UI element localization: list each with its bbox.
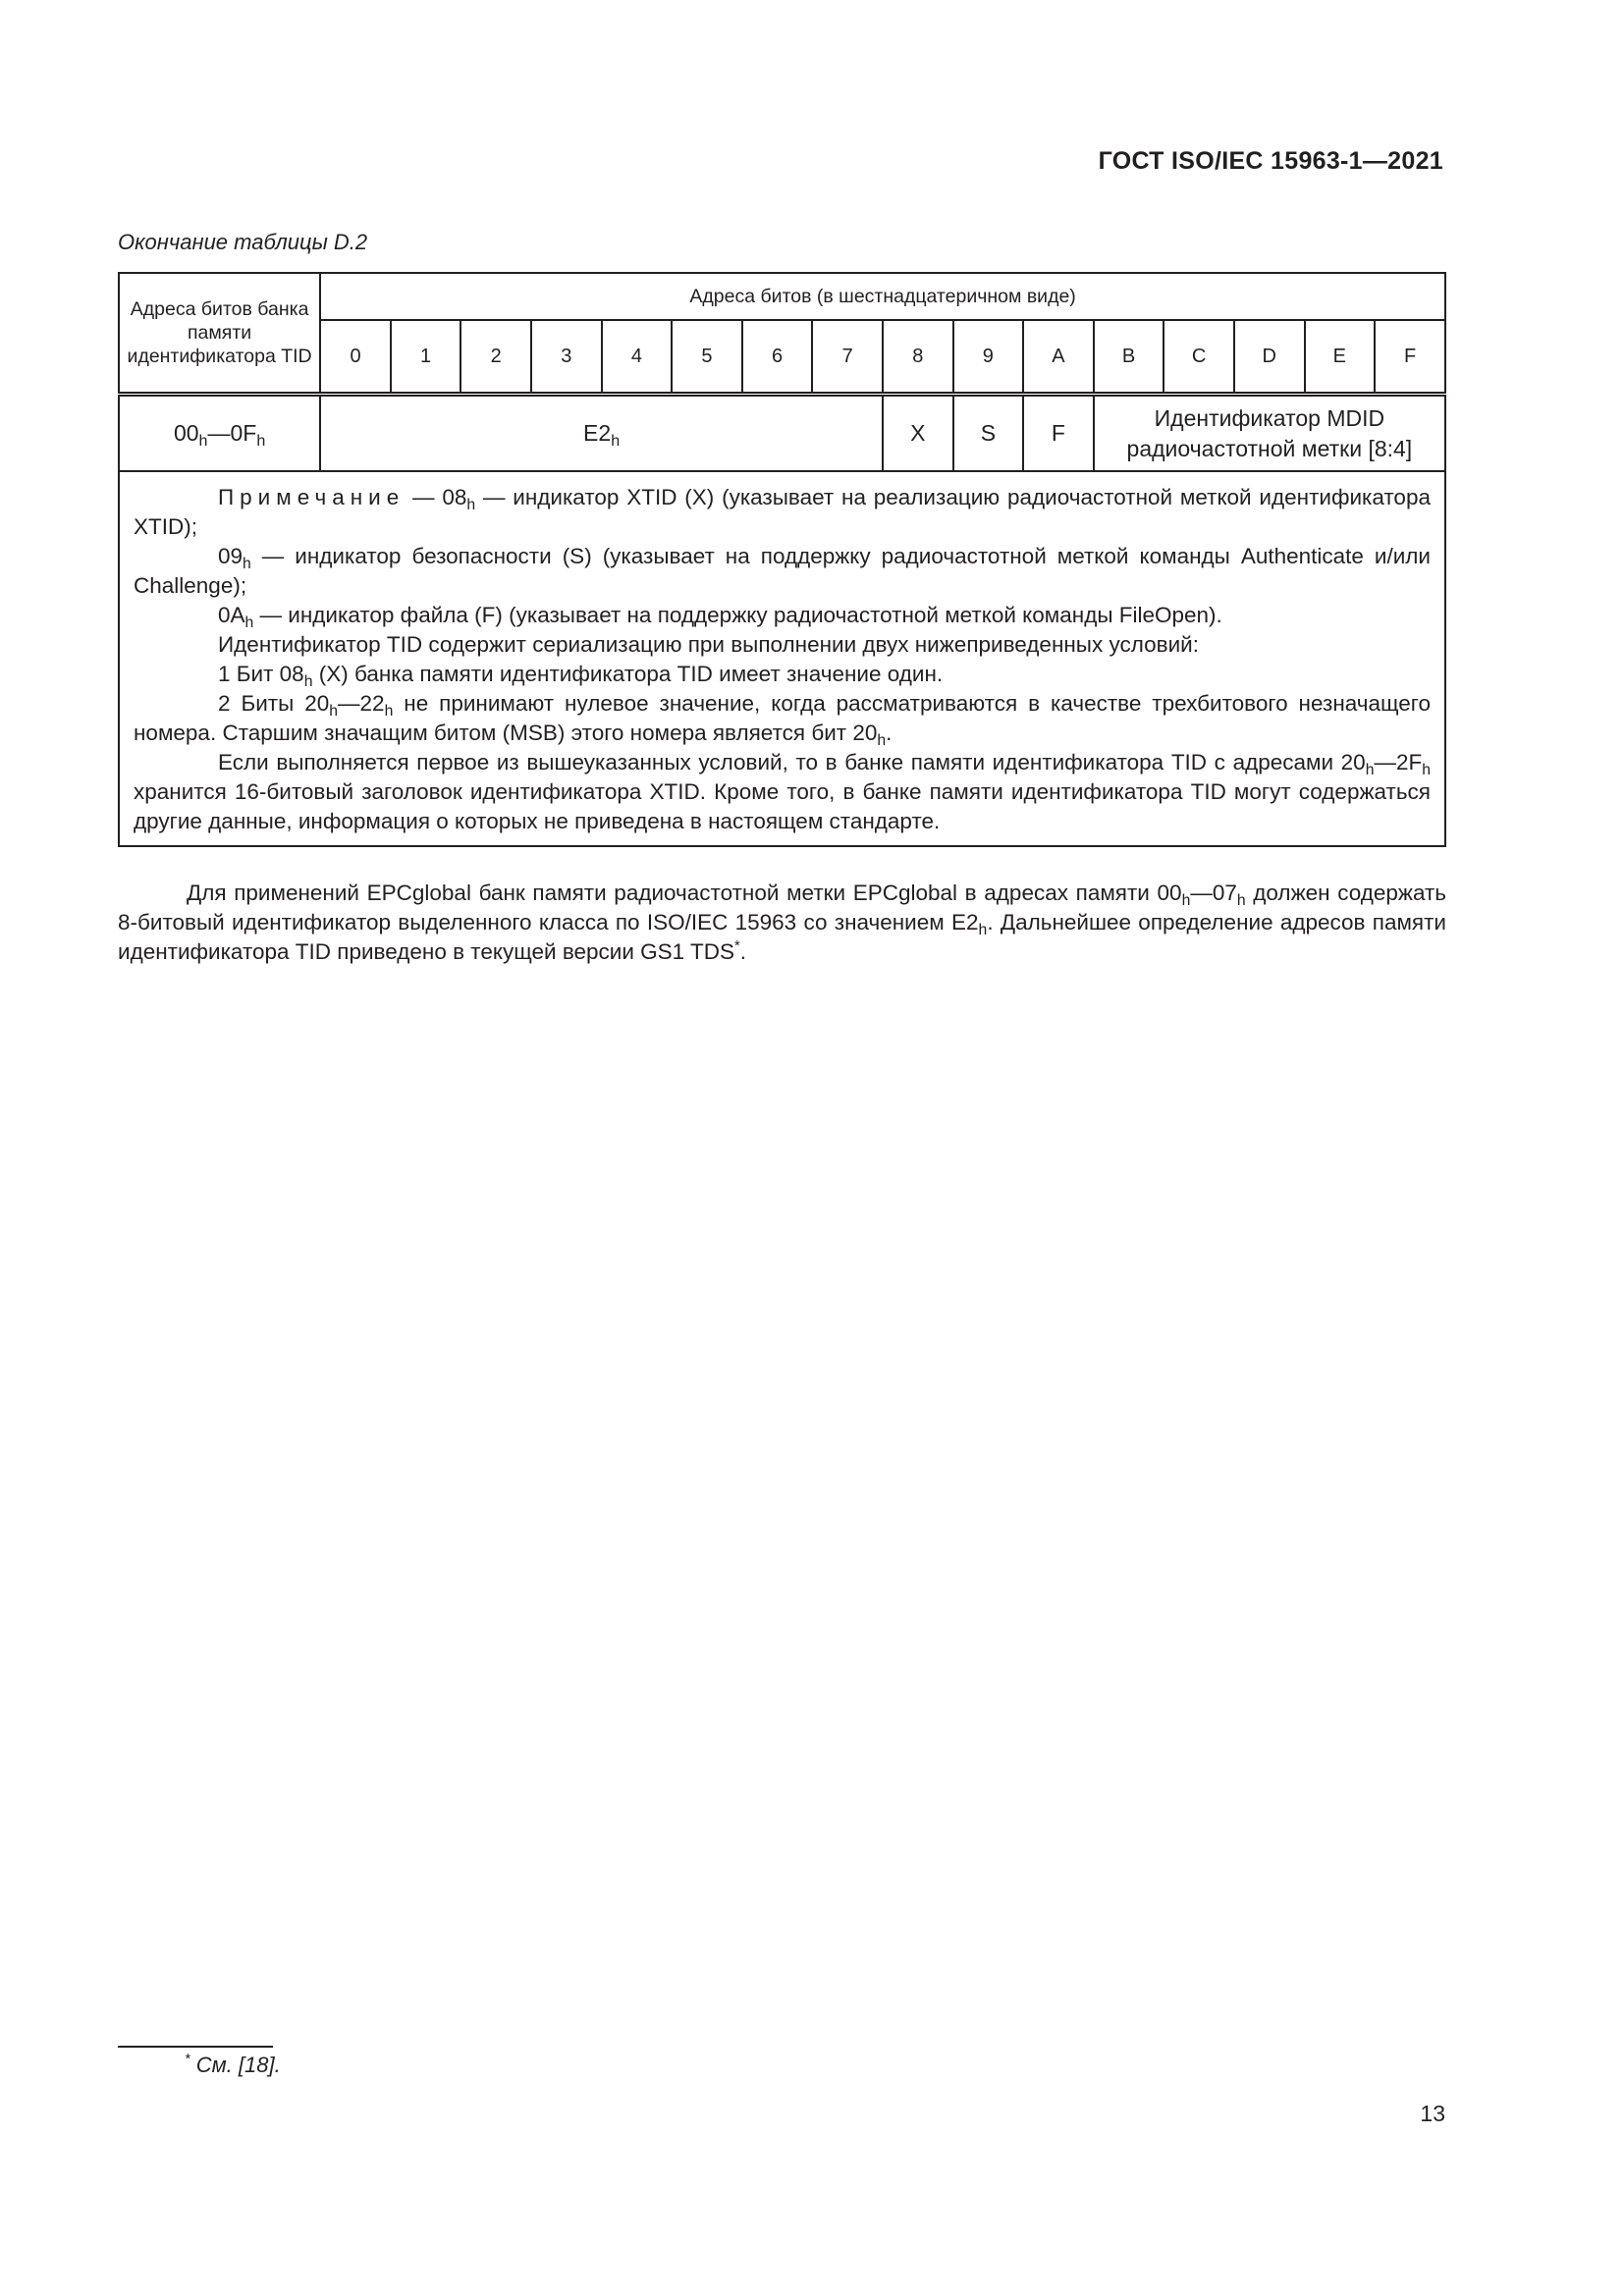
bit-index-cell: B xyxy=(1094,320,1164,395)
footnote-divider xyxy=(118,2046,273,2048)
mdid-cell: Идентификатор MDID радиочастотной метки [8:4] xyxy=(1094,395,1445,472)
bit-index-cell: 8 xyxy=(883,320,953,395)
address-range-cell: $00_h—0F_h$ xyxy=(119,395,320,472)
body-paragraph: Для применений EPCglobal банк памяти радиочастотной метки EPCglobal в адресах памяти $00_h—07_h$ должен содержать 8-битовый идентификатор выделенного класса по ISO/IEC 15963 со значением $E2_h$. Дальнейшее определение адресов памяти идентификатора TID приведено в текущей версии GS1 TDS*. xyxy=(118,881,1446,964)
table-note: Примечание — $08_h$ — индикатор XTID (X) (указывает на реализацию радиочастотной меткой идентификатора XTID); $09_h$ — индикатор безопасности (S) (указывает на поддержку радиочастотной меткой команды Authenticate и/или Challenge); $0A_h$ — индикатор файла (F) (указывает на поддержку радиочастотной меткой команды FileOpen). Идентификатор TID содержит сериализацию при выполнении двух нижеприведенных условий: 1 Бит $08_h$ (X) банка памяти идентификатора TID имеет значение один. 2 Биты $20_h—22_h$ не принимают нулевое значение, когда рассматриваются в качестве трехбитового незначащего номера. Старшим значащим битом (MSB) этого номера является бит $20_h$. Если выполняется первое из вышеуказанных условий, то в банке памяти идентификатора TID с адресами $20_h—2F_h$ хранится 16-битовый заголовок идентификатора XTID. Кроме того, в банке памяти идентификатора TID могут содержаться другие данные, информация о которых не приведена в настоящем стандарте. xyxy=(119,471,1445,846)
bit-address-table xyxy=(118,272,1446,847)
e2-value-cell: $E2_h$ xyxy=(320,395,883,472)
table-caption: Окончание таблицы D.2 xyxy=(118,230,368,254)
file-flag-cell: F xyxy=(1023,395,1094,472)
bit-index-cell: F xyxy=(1375,320,1445,395)
bit-index-cell: 9 xyxy=(953,320,1024,395)
bit-index-cell: C xyxy=(1164,320,1234,395)
xtid-flag-cell: X xyxy=(883,395,953,472)
standard-id-header: ГОСТ ISO/IEC 15963-1—2021 xyxy=(1098,147,1443,175)
bit-index-cell: 0 xyxy=(320,320,391,395)
footnote: * См. [18]. xyxy=(185,2052,281,2077)
footnote-reference: * xyxy=(734,938,740,954)
page-number: 13 xyxy=(1420,2101,1445,2126)
table-row xyxy=(119,395,1445,472)
col-header-bank-addresses: Адреса битов банка памяти идентификатора TID xyxy=(119,273,320,395)
bit-index-cell: A xyxy=(1023,320,1094,395)
bit-index-cell: 6 xyxy=(742,320,813,395)
bit-index-cell: 7 xyxy=(812,320,883,395)
bit-index-cell: 2 xyxy=(460,320,531,395)
security-flag-cell: S xyxy=(953,395,1024,472)
bit-index-cell: 4 xyxy=(602,320,673,395)
bit-index-cell: E xyxy=(1305,320,1376,395)
bit-index-cell: 3 xyxy=(531,320,602,395)
bit-index-cell: 5 xyxy=(672,320,742,395)
note-label: Примечание xyxy=(218,485,406,509)
col-header-hex-addresses: Адреса битов (в шестнадцатеричном виде) xyxy=(320,273,1445,320)
bit-index-cell: 1 xyxy=(391,320,461,395)
bit-index-cell: D xyxy=(1234,320,1305,395)
